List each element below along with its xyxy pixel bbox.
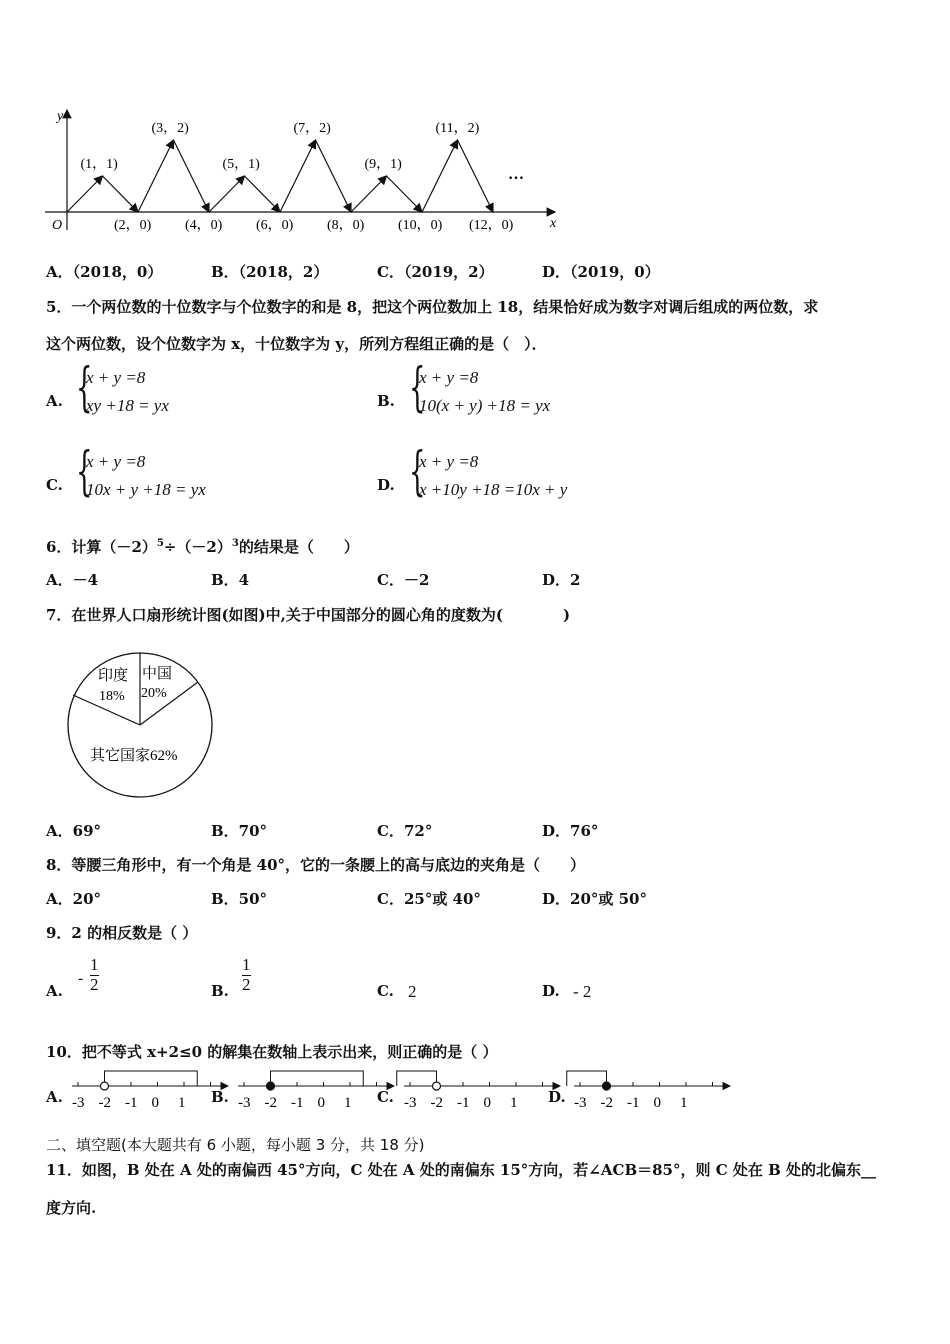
tick-label: -2 [430, 1095, 443, 1111]
zigzag-segment [138, 140, 174, 212]
zigzag-segment [67, 176, 103, 212]
zigzag-path [67, 140, 493, 212]
pie-other-label: 其它国家62% [90, 748, 178, 764]
q9-a-numerator: 1 [90, 955, 99, 974]
q5-option-d-label: D. [377, 476, 395, 494]
q8-stem: 8．等腰三角形中，有一个角是 40°，它的一条腰上的高与底边的夹角是（ ） [46, 856, 586, 874]
q5-option-b[interactable] [377, 358, 677, 426]
tick-label: 0 [483, 1095, 491, 1111]
q9-option-a[interactable] [46, 956, 186, 1002]
q10-stem: 10．把不等式 x+2≤0 的解集在数轴上表示出来，则正确的是（ ） [46, 1043, 498, 1061]
tick-label: -1 [125, 1095, 138, 1111]
q6-exponent-1: 5 [156, 538, 164, 549]
x-axis-label: x [550, 216, 557, 231]
q6-option-a[interactable]: A．－4 [46, 571, 99, 589]
q5-option-d[interactable] [377, 442, 677, 510]
q9-option-c-label: C. [377, 982, 394, 1000]
tick-label: -3 [574, 1095, 587, 1111]
tick-label: -1 [291, 1095, 304, 1111]
zigzag-segment [174, 140, 210, 212]
q5-d-eq1: x + y =8 [419, 452, 479, 471]
q9-option-c[interactable] [377, 956, 517, 1002]
q9-b-denominator: 2 [242, 974, 251, 994]
number-line-d [567, 1071, 730, 1111]
number-line-c [397, 1071, 560, 1111]
peak-point-label: (3，2) [151, 121, 189, 136]
q5-b-eq1: x + y =8 [419, 368, 479, 387]
tick-label: -1 [627, 1095, 640, 1111]
q7-stem: 7．在世界人口扇形统计图(如图)中,关于中国部分的圆心角的度数为( ) [46, 606, 571, 624]
q11-stem-line1: 11．如图，B 处在 A 处的南偏西 45°方向，C 处在 A 处的南偏东 15°方向，若∠ACB＝85°，则 C 处在 B 处的北偏东__ [46, 1161, 876, 1179]
base-point-label: (8，0) [327, 218, 365, 233]
zigzag-segment [280, 140, 316, 212]
zigzag-segment [422, 140, 458, 212]
tick-label: 1 [510, 1095, 518, 1111]
q9-option-b[interactable] [211, 956, 351, 1002]
zigzag-segment [103, 176, 139, 212]
pie-china-name: 中国 [142, 666, 173, 682]
q7-option-b[interactable]: B．70° [211, 822, 268, 840]
q6-stem [46, 536, 359, 557]
q8-option-d[interactable]: D．20°或 50° [542, 890, 647, 908]
q9-b-fraction [242, 956, 251, 994]
left-brace-icon: { [76, 358, 93, 418]
q5-b-eq2: 10(x + y) +18 = yx [419, 396, 551, 415]
q11-stem-line2: 度方向. [46, 1199, 97, 1217]
base-point-label: (2，0) [114, 218, 152, 233]
ellipsis: … [508, 166, 524, 183]
peak-point-label: (11，2) [435, 121, 480, 136]
origin-label: O [52, 218, 63, 233]
open-point [101, 1082, 109, 1090]
zigzag-segment [351, 176, 387, 212]
tick-label: -2 [98, 1095, 111, 1111]
q5-option-c[interactable] [46, 442, 346, 510]
q7-option-d[interactable]: D．76° [542, 822, 599, 840]
q5-c-eq2: 10x + y +18 = yx [86, 480, 206, 499]
pie-india-pct: 18% [99, 689, 125, 704]
number-line-b [238, 1071, 394, 1111]
q9-option-b-label: B. [211, 982, 229, 1000]
q10-option-b-label: B. [211, 1088, 229, 1106]
q5-option-a[interactable] [46, 358, 346, 426]
tick-label: -3 [72, 1095, 85, 1111]
q5-a-eq1: x + y =8 [86, 368, 146, 387]
left-brace-icon: { [409, 442, 426, 502]
q8-option-b[interactable]: B．50° [211, 890, 268, 908]
y-axis-label: y [57, 109, 64, 124]
tick-label: 1 [178, 1095, 186, 1111]
population-pie-chart [60, 650, 220, 800]
tick-label: -2 [600, 1095, 613, 1111]
tick-label: 0 [151, 1095, 159, 1111]
base-point-label: (6，0) [256, 218, 294, 233]
q5-stem-line2: 这个两位数，设个位数字为 x，十位数字为 y，所列方程组正确的是（ ）． [46, 335, 547, 353]
left-brace-icon: { [409, 358, 426, 418]
tick-label: 0 [317, 1095, 325, 1111]
q9-stem: 9．2 的相反数是（ ） [46, 924, 198, 942]
tick-label: 1 [344, 1095, 352, 1111]
q8-option-a[interactable]: A．20° [46, 890, 102, 908]
section-2-heading: 二、填空题(本大题共有 6 小题，每小题 3 分，共 18 分) [46, 1136, 425, 1154]
closed-point [603, 1082, 611, 1090]
pie-india-name: 印度 [98, 668, 129, 684]
tick-label: 1 [680, 1095, 688, 1111]
q6-stem-mid: ÷（－2） [163, 538, 232, 556]
q5-a-eq2: xy +18 = yx [86, 396, 169, 415]
zigzag-segment [387, 176, 423, 212]
q9-a-denominator: 2 [90, 974, 99, 994]
base-point-label: (10，0) [398, 218, 443, 233]
q4-option-d[interactable]: D．（2019，0） [542, 263, 660, 281]
q6-option-b[interactable]: B．4 [211, 571, 250, 589]
q9-option-d-label: D. [542, 982, 560, 1000]
zigzag-segment [245, 176, 281, 212]
q4-option-b[interactable]: B．（2018，2） [211, 263, 329, 281]
number-line-a [72, 1071, 228, 1111]
zigzag-segment [316, 140, 352, 212]
q6-stem-post: 的结果是（ ） [238, 538, 359, 556]
q9-option-d[interactable] [542, 956, 682, 1002]
q6-exponent-2: 3 [231, 538, 239, 549]
peak-point-label: (9，1) [364, 157, 402, 172]
open-point [433, 1082, 441, 1090]
tick-label: -1 [457, 1095, 470, 1111]
q5-option-a-label: A. [46, 392, 63, 410]
q10-option-a-label: A. [46, 1088, 63, 1106]
q10-number-lines [0, 1064, 950, 1114]
q5-c-eq1: x + y =8 [86, 452, 146, 471]
q9-option-a-label: A. [46, 982, 63, 1000]
peak-point-label: (1，1) [80, 157, 118, 172]
q4-option-c[interactable]: C．（2019，2） [377, 263, 494, 281]
q10-option-d-label: D. [548, 1088, 566, 1106]
peak-point-label: (5，1) [222, 157, 260, 172]
q6-stem-pre: 6．计算（－2） [46, 538, 157, 556]
q5-option-b-label: B. [377, 392, 395, 410]
q9-d-value: - 2 [573, 982, 592, 1001]
zigzag-segment [209, 176, 245, 212]
q7-option-a[interactable]: A．69° [46, 822, 102, 840]
pie-china-pct: 20% [141, 686, 167, 701]
q6-option-d[interactable]: D．2 [542, 571, 581, 589]
left-brace-icon: { [76, 442, 93, 502]
q5-stem-line1: 5．一个两位数的十位数字与个位数字的和是 8，把这个两位数加上 18，结果恰好成为数字对调后组成的两位数，求 [46, 298, 819, 316]
q10-option-c-label: C. [377, 1088, 394, 1106]
tick-label: -2 [264, 1095, 277, 1111]
q9-a-sign: - [78, 970, 84, 987]
q9-b-numerator: 1 [242, 955, 251, 974]
q5-d-eq2: x +10y +18 =10x + y [419, 480, 568, 499]
closed-point [267, 1082, 275, 1090]
base-point-label: (12，0) [469, 218, 514, 233]
peak-point-label: (7，2) [293, 121, 331, 136]
zigzag-figure [40, 105, 570, 240]
q4-option-a[interactable]: A．（2018，0） [46, 263, 163, 281]
q7-option-c[interactable]: C．72° [377, 822, 433, 840]
base-point-label: (4，0) [185, 218, 223, 233]
q5-option-c-label: C. [46, 476, 63, 494]
q6-option-c[interactable]: C．－2 [377, 571, 430, 589]
q8-option-c[interactable]: C．25°或 40° [377, 890, 481, 908]
q9-a-fraction [90, 956, 99, 994]
tick-label: -3 [238, 1095, 251, 1111]
tick-label: 0 [653, 1095, 661, 1111]
zigzag-segment [458, 140, 494, 212]
tick-label: -3 [404, 1095, 417, 1111]
q9-c-value: 2 [408, 982, 417, 1001]
